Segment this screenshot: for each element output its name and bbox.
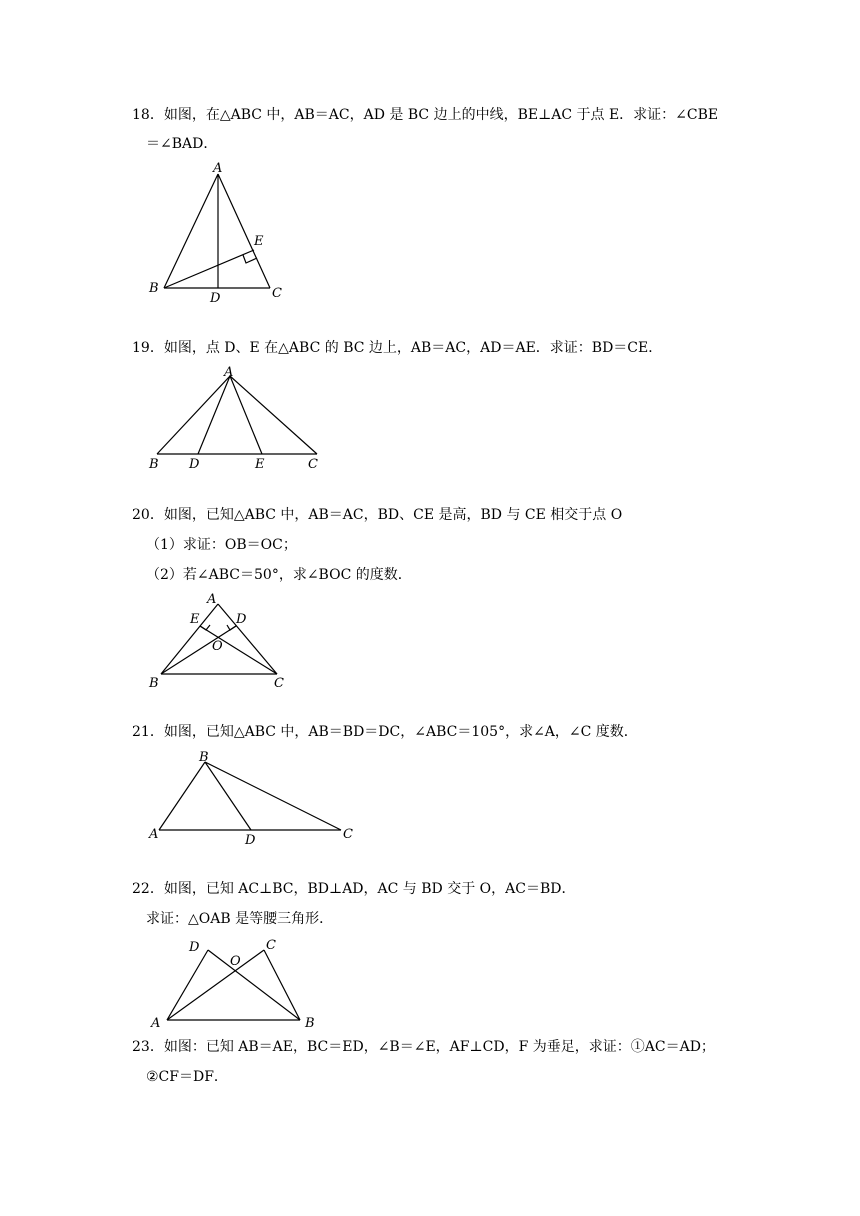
segment-AE xyxy=(230,376,262,454)
label-A: A xyxy=(207,592,217,607)
label-C: C xyxy=(308,457,318,472)
label-E: E xyxy=(190,612,200,627)
problem-23-line-1: 23．如图：已知 AB＝AE，BC＝ED，∠B＝∠E，AF⊥CD，F 为垂足，求证：①AC＝AD； xyxy=(132,1039,715,1055)
right-angle-mark-D xyxy=(227,625,236,630)
segment-AC xyxy=(167,950,264,1020)
label-C: C xyxy=(274,676,284,691)
segment-BC xyxy=(264,950,300,1020)
segment-AB xyxy=(164,174,218,288)
label-C: C xyxy=(266,938,276,953)
label-B: B xyxy=(199,750,209,765)
segment-BD xyxy=(161,626,236,674)
segment-AC xyxy=(230,376,317,454)
segment-BD xyxy=(208,950,300,1020)
label-D: D xyxy=(189,457,200,472)
label-D: D xyxy=(210,291,221,306)
problem-20-line-1: 20．如图，已知△ABC 中，AB＝AC，BD、CE 是高，BD 与 CE 相交于点 O xyxy=(132,507,623,523)
label-E: E xyxy=(254,234,264,249)
problem-20-line-3: （2）若∠ABC＝50°，求∠BOC 的度数． xyxy=(146,567,412,583)
segment-AD xyxy=(198,376,230,454)
label-B: B xyxy=(149,676,159,691)
figure-20 xyxy=(145,590,305,695)
label-C: C xyxy=(272,286,282,301)
segment-BE xyxy=(164,250,254,288)
segment-AC xyxy=(218,174,270,288)
problem-22-line-2: 求证：△OAB 是等腰三角形． xyxy=(146,911,334,927)
label-A: A xyxy=(224,365,234,380)
segment-AB xyxy=(159,762,205,830)
segment-AB xyxy=(157,376,230,454)
segment-BD xyxy=(205,762,251,830)
label-D: D xyxy=(245,833,256,848)
segment-BC xyxy=(205,762,341,830)
problem-23-line-2: ②CF＝DF． xyxy=(146,1069,228,1085)
problem-21-line-1: 21．如图，已知△ABC 中，AB＝BD＝DC，∠ABC＝105°，求∠A，∠C 度数． xyxy=(132,724,638,740)
label-A: A xyxy=(151,1016,161,1031)
label-B: B xyxy=(149,457,159,472)
label-B: B xyxy=(149,281,159,296)
problem-20-line-2: （1）求证：OB＝OC； xyxy=(146,537,297,553)
figure-19 xyxy=(145,362,335,474)
label-E: E xyxy=(255,457,265,472)
label-C: C xyxy=(343,827,353,842)
figure-22 xyxy=(145,936,335,1034)
figure-18 xyxy=(140,160,300,305)
label-D: D xyxy=(236,612,247,627)
segment-AC xyxy=(218,604,277,674)
label-D: D xyxy=(189,940,200,955)
segment-AD xyxy=(167,950,208,1020)
problem-18-line-2: ＝∠BAD． xyxy=(146,136,218,152)
problem-18-line-1: 18．如图，在△ABC 中，AB＝AC，AD 是 BC 边上的中线，BE⊥AC 于点 E．求证：∠CBE xyxy=(132,107,719,123)
label-B: B xyxy=(305,1016,315,1031)
right-angle-mark-E xyxy=(200,625,210,630)
problem-22-line-1: 22．如图，已知 AC⊥BC，BD⊥AD，AC 与 BD 交于 O，AC＝BD． xyxy=(132,881,576,897)
problem-19-line-1: 19．如图，点 D、E 在△ABC 的 BC 边上，AB＝AC，AD＝AE．求证：BD＝CE． xyxy=(132,340,663,356)
label-A: A xyxy=(149,827,159,842)
label-O: O xyxy=(212,639,223,654)
label-A: A xyxy=(213,161,223,176)
label-O: O xyxy=(230,954,241,969)
figure-21 xyxy=(145,748,365,850)
